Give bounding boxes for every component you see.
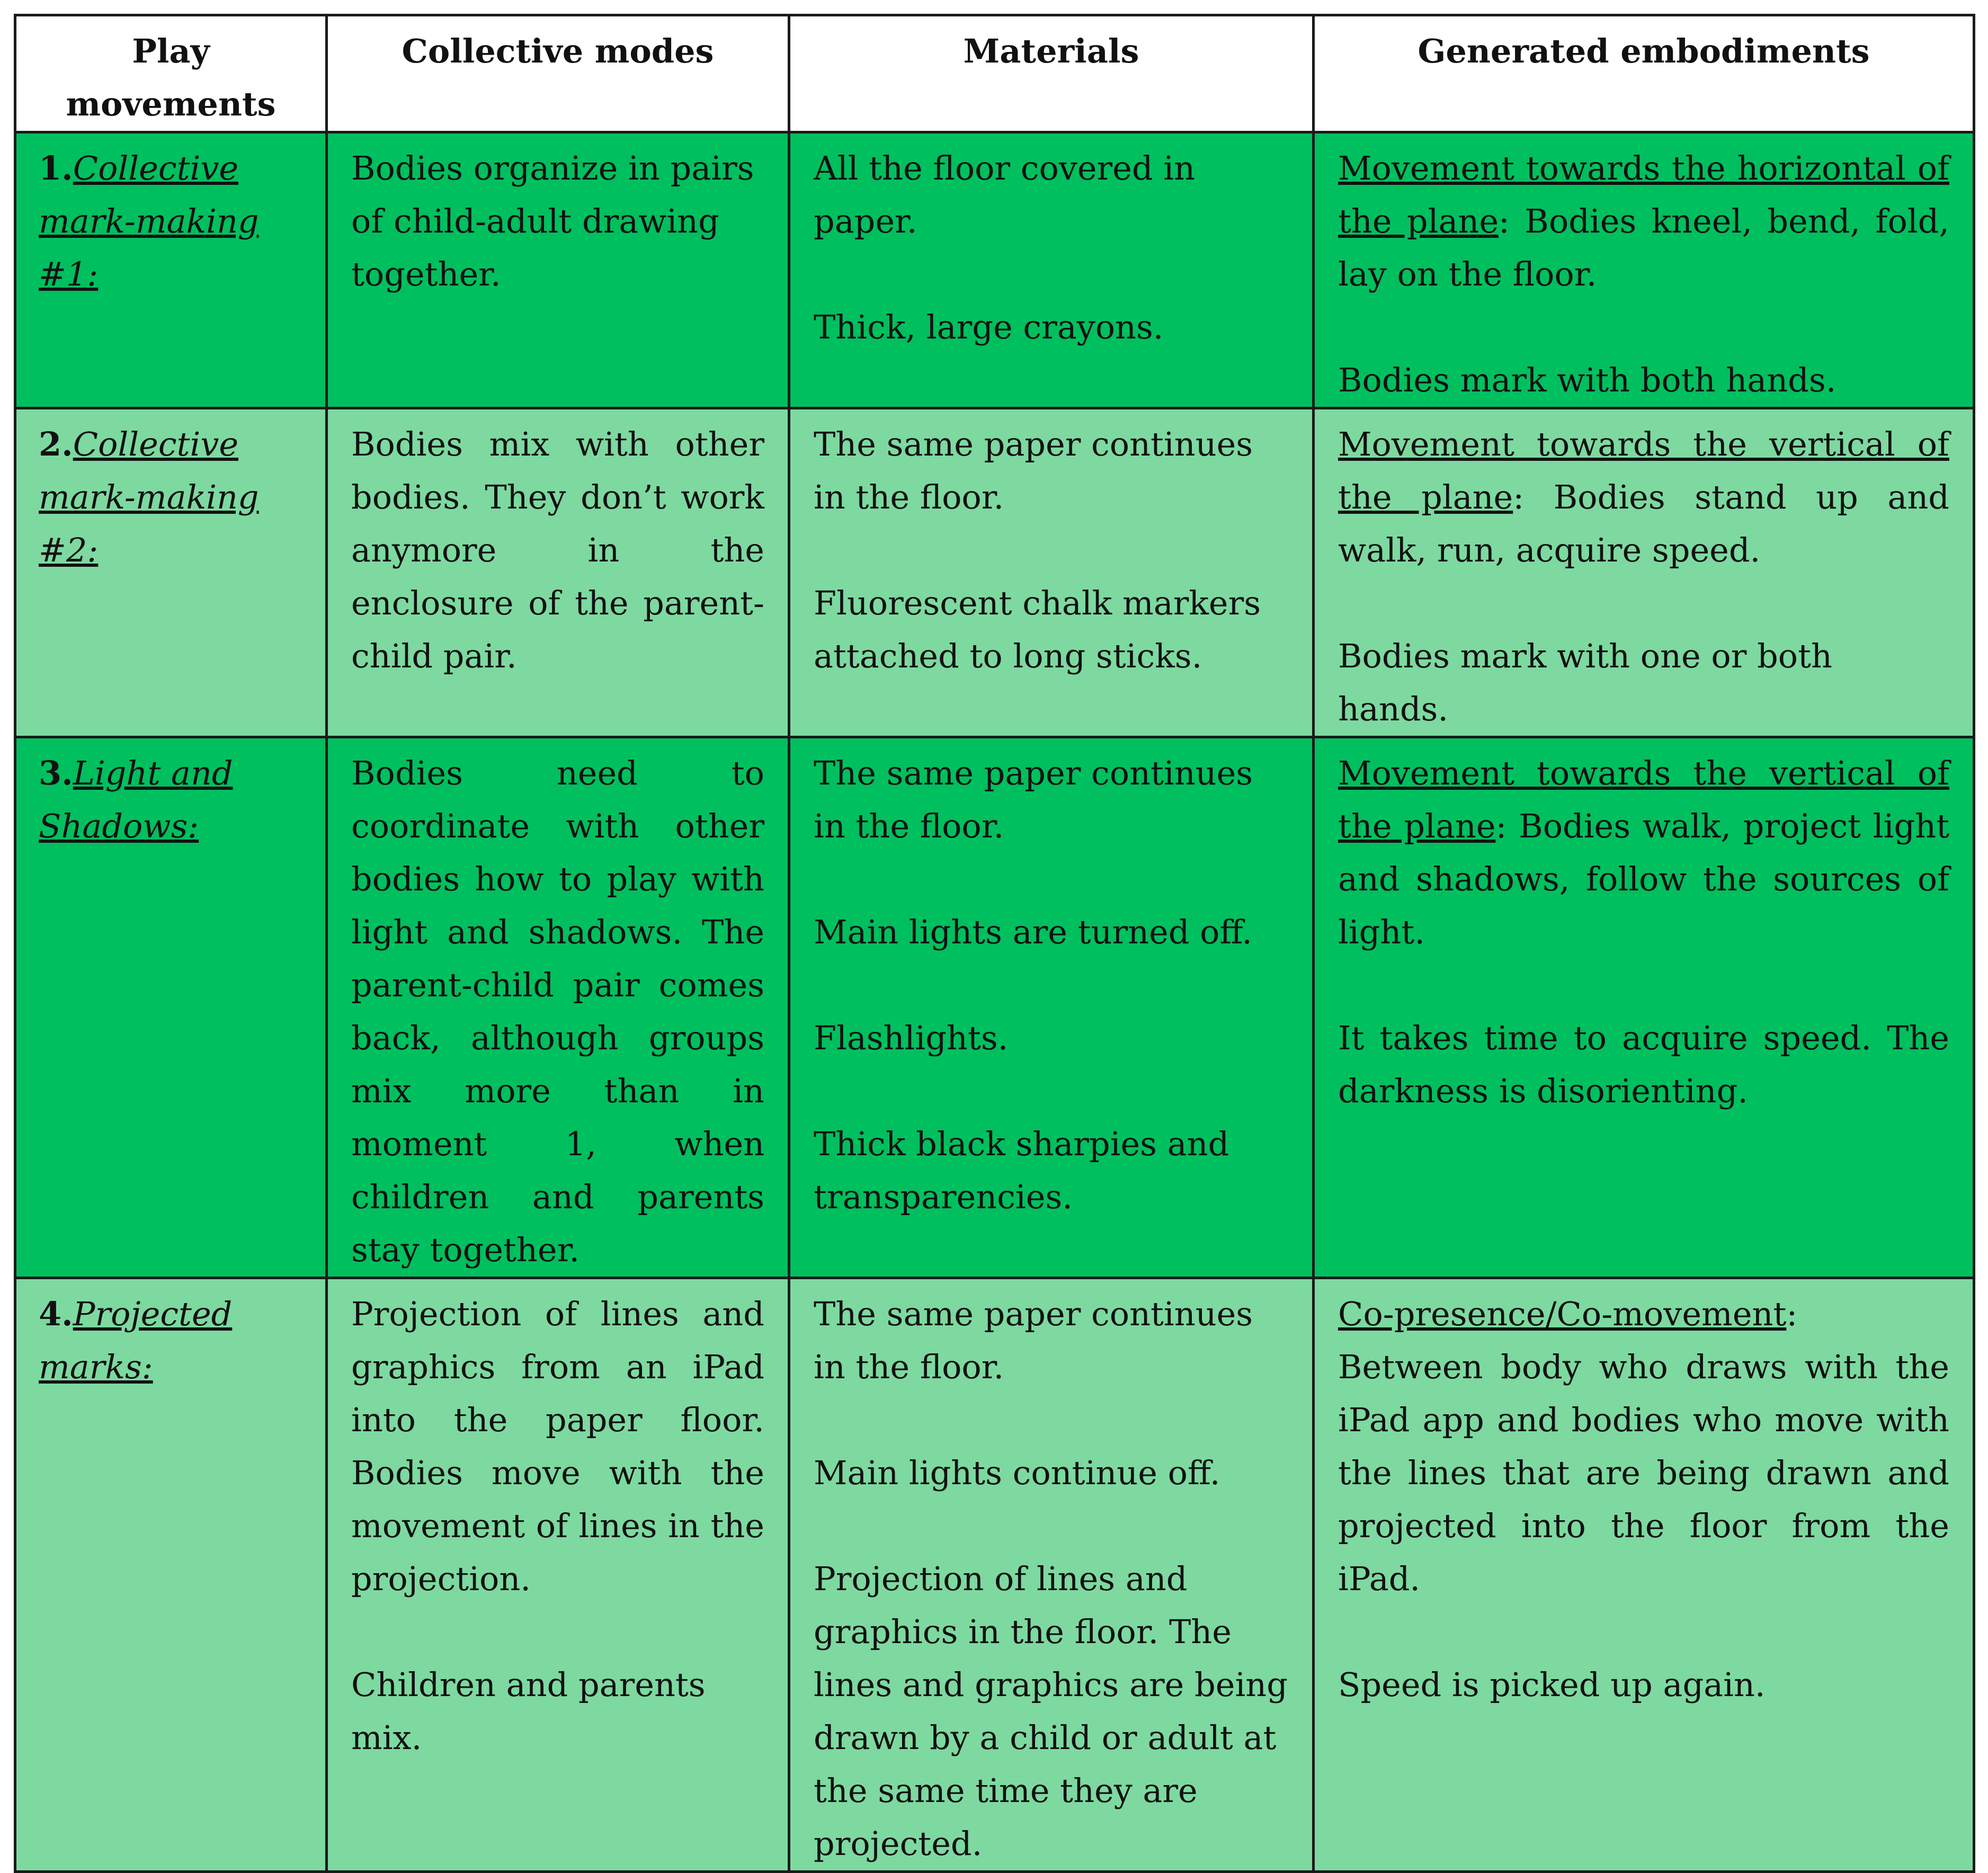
collective-modes-cell (327, 1278, 789, 1872)
play-movements-table (14, 14, 1975, 1873)
embodiments-cell (1314, 132, 1974, 408)
embodiment-note: Bodies mark with one or both hands. (1338, 637, 1832, 728)
table-row (15, 408, 1974, 737)
embodiment-text (1338, 418, 1949, 577)
material-item: Thick black sharpies and transparencies. (814, 1125, 1229, 1216)
embodiments-cell (1314, 1278, 1974, 1872)
embodiment-text (1338, 1288, 1949, 1606)
materials-cell (789, 408, 1314, 737)
modes-text: Projection of lines and graphics from an iPad into the paper floor. Bodies move with the movement of lines in the projection. (351, 1295, 764, 1598)
embodiment-heading: Movement towards the vertical of the plane (1338, 425, 1949, 516)
material-item: Main lights continue off. (814, 1453, 1220, 1492)
row-number: 4. (39, 1295, 73, 1333)
embodiment-heading: Co-presence/Co-movement (1338, 1295, 1787, 1333)
embodiments-cell (1314, 737, 1974, 1278)
collective-modes-cell (327, 132, 789, 408)
embodiment-heading: Movement towards the horizontal of the plane (1338, 149, 1949, 240)
material-item: All the floor covered in paper. (814, 149, 1195, 240)
row-title: Collective mark-making #1: (39, 149, 259, 293)
play-movement-cell (15, 132, 327, 408)
play-movement-cell (15, 737, 327, 1278)
play-movement-cell (15, 408, 327, 737)
materials-cell (789, 737, 1314, 1278)
row-title: Light and Shadows: (39, 754, 233, 845)
header-play-movements: Play movements (15, 15, 327, 132)
play-movement-cell (15, 1278, 327, 1872)
embodiment-description: : Bodies kneel, bend, fold, lay on the floor. (1338, 202, 1949, 293)
embodiment-description: : Between body who draws with the iPad app and bodies who move with the lines that are being drawn and projected into the floor from the iPad. (1338, 1295, 1949, 1598)
material-item: The same paper continues in the floor. (814, 754, 1253, 845)
modes-text: Bodies organize in pairs of child-adult drawing together. (351, 149, 754, 293)
embodiment-description: : Bodies stand up and walk, run, acquire speed. (1338, 478, 1949, 569)
row-number: 3. (39, 754, 73, 792)
materials-cell (789, 1278, 1314, 1872)
table-row (15, 737, 1974, 1278)
modes-text: Bodies need to coordinate with other bodies how to play with light and shadows. The parent-child pair comes back, although groups mix more than in moment 1, when children and parents stay together. (351, 754, 764, 1269)
header-row (15, 15, 1974, 132)
embodiment-heading: Movement towards the vertical of the plane (1338, 754, 1949, 845)
material-item: The same paper continues in the floor. (814, 1295, 1253, 1386)
embodiment-text (1338, 142, 1949, 301)
header-collective-modes: Collective modes (327, 15, 789, 132)
modes-text: Bodies mix with other bodies. They don’t work anymore in the enclosure of the parent-child pair. (351, 425, 764, 675)
embodiment-note: Bodies mark with both hands. (1338, 361, 1837, 399)
material-item: Main lights are turned off. (814, 913, 1253, 951)
modes-text: Children and parents mix. (351, 1665, 706, 1757)
collective-modes-cell (327, 408, 789, 737)
row-title: Projected marks: (39, 1295, 233, 1386)
embodiment-note: Speed is picked up again. (1338, 1665, 1766, 1704)
embodiment-text (1338, 747, 1949, 959)
material-item: Fluorescent chalk markers attached to long sticks. (814, 584, 1261, 675)
embodiment-note: It takes time to acquire speed. The darkness is disorienting. (1338, 1019, 1949, 1110)
materials-cell (789, 132, 1314, 408)
table-row (15, 1278, 1974, 1872)
material-item: The same paper continues in the floor. (814, 425, 1253, 516)
embodiment-description: : Bodies walk, project light and shadows, follow the sources of light. (1338, 807, 1949, 951)
material-item: Flashlights. (814, 1019, 1009, 1057)
material-item: Projection of lines and graphics in the floor. The lines and graphics are being drawn by a child or adult at the same time they are projected. (814, 1559, 1288, 1863)
embodiments-cell (1314, 408, 1974, 737)
header-materials: Materials (789, 15, 1314, 132)
row-title: Collective mark-making #2: (39, 425, 259, 569)
row-number: 2. (39, 425, 73, 463)
header-generated-embodiments: Generated embodiments (1314, 15, 1974, 132)
material-item: Thick, large crayons. (814, 308, 1164, 346)
table-row (15, 132, 1974, 408)
row-number: 1. (39, 149, 73, 188)
collective-modes-cell (327, 737, 789, 1278)
